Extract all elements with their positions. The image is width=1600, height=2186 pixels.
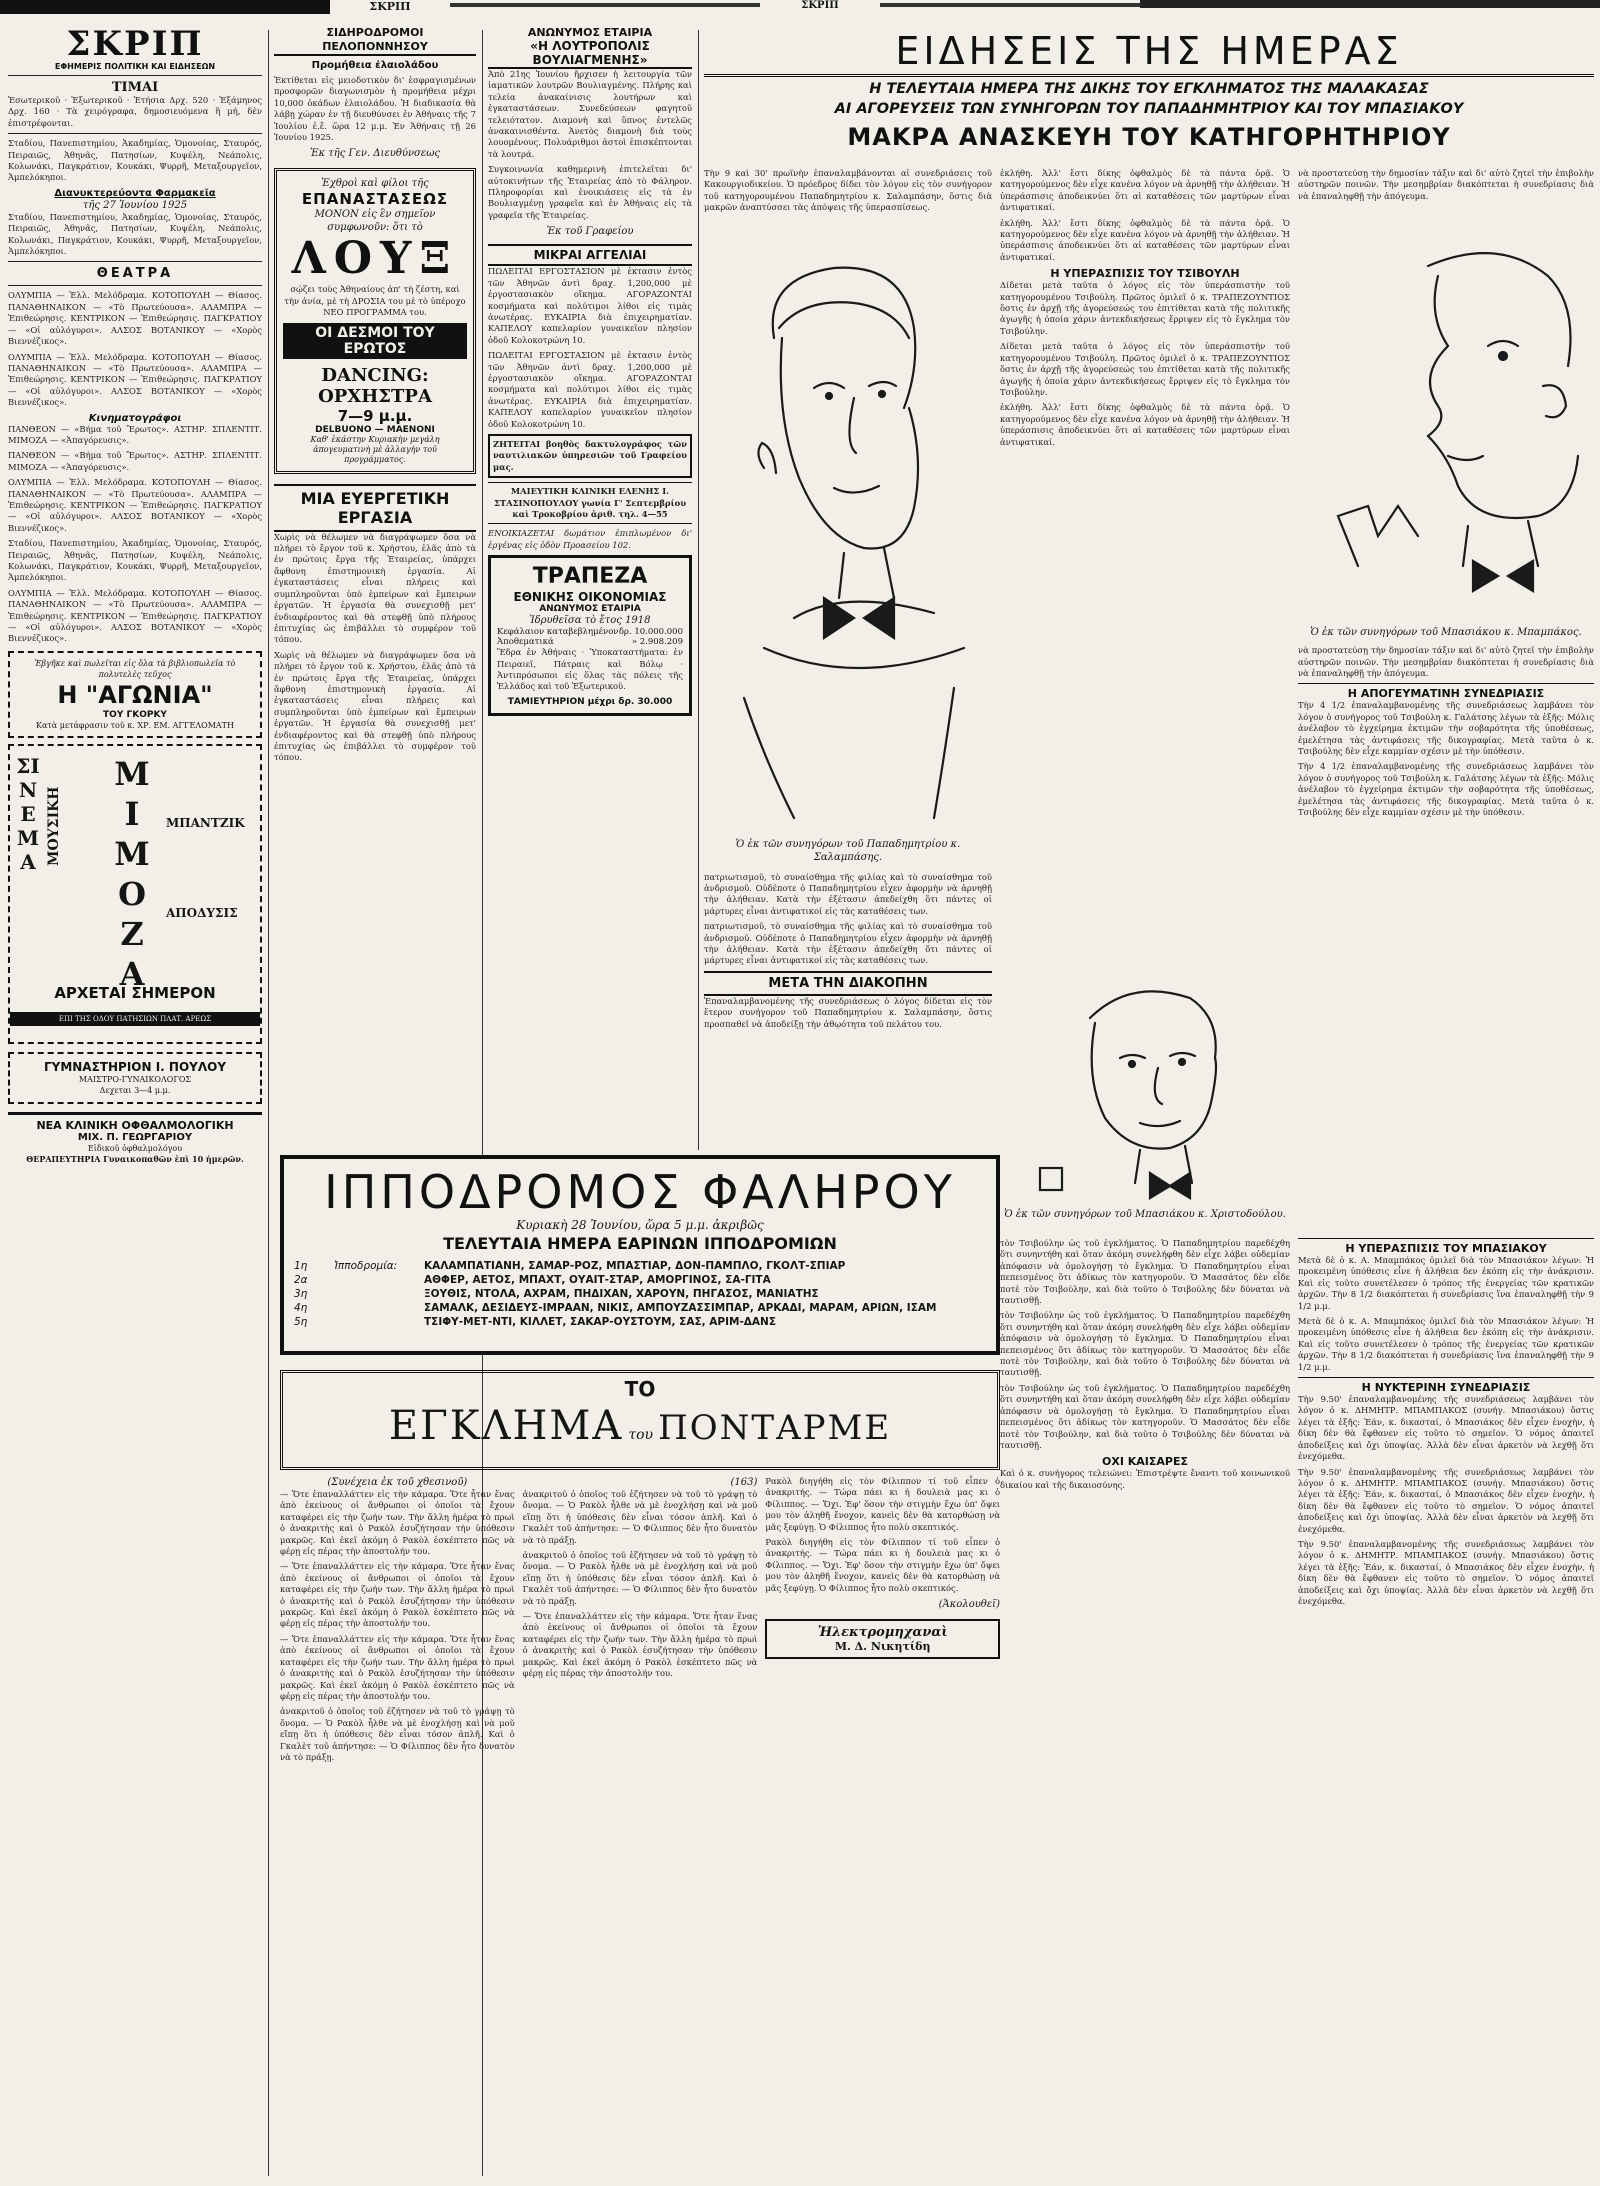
wanted-text: ΖΗΤΕΙΤΑΙ βοηθὸς δακτυλογράφος τῶν ναυτιλιακῶν ὑπηρεσιῶν τοῦ Γραφείου μας. — [493, 438, 687, 472]
news-headline-2: ΑΙ ΑΓΟΡΕΥΣΕΙΣ ΤΩΝ ΣΥΝΗΓΟΡΩΝ ΤΟΥ ΠΑΠΑΔΗΜΗΤΡΙΟΥ ΚΑΙ ΤΟΥ ΜΠΑΣΙΑΚΟΥ — [834, 101, 1464, 117]
serial-col-1 — [280, 1476, 515, 1767]
race-list — [294, 1259, 986, 1329]
news-col-c-text: νὰ προστατεύσῃ τὴν δημοσίαν τάξιν καὶ δι' αὐτὸ ζητεῖ τὴν ἐπιβολὴν αὐστηρῶν ποινῶν. Τὴν μεσημβρίαν διακόπτεται ἡ συνεδρίασις διὰ νὰ ἐπαναληφθῇ τὴν ἀπόγευμα. — [1298, 168, 1594, 201]
race-horses: ΣΑΜΑΛΚ, ΔΕΣΙΔΕΥΣ-ΙΜΡΑΑΝ, ΝΙΚΙΣ, ΑΜΠΟΥΖΑΣΣΙΜΠΑΡ, ΑΡΚΑΔΙ, ΜΑΡΑΜ, ΑΡΙΩΝ, ΙΣΑΜ — [424, 1302, 937, 1314]
serial-columns — [280, 1476, 1000, 1767]
serial-title-row — [283, 1403, 997, 1449]
serial-text-1b: — Ὅτε ἐπαναλλάττεν εἰς τὴν κάμαρα. Ὅτε ἦταν ἕνας ἀπὸ ἐκείνους οἱ ἄνθρωποι οἱ ὁποῖοι τὰ ἔχουν καταφέρει εἰς τὴν ζωήν των. Τὴν ἄλλη ἡμέρα τὸ πρωὶ ὁ ἀνακριτὴς καὶ ὁ Ρακὸλ ἐσυζήτησαν τὴν ὑπόθεσιν μακρῶς. Καὶ ἐκεῖ ἀκόμη ὁ Ρακὸλ ἐσκέπτετο πῶς νὰ φέρῃ εἰς πέρας τὴν ἀποστολήν του. — [280, 1561, 515, 1629]
clinic-notice-text: ΜΑΙΕΥΤΙΚΗ ΚΛΙΝΙΚΗ ΕΛΕΝΗΣ Ι. ΣΤΑΣΙΝΟΠΟΥΛΟΥ γωνία Γ' Σεπτεμβρίου καὶ Τροκοβρίου ἀριθ. τηλ. 4—55 — [493, 486, 687, 519]
race-horses: ΚΑΛΑΜΠΑΤΙΑΝΗ, ΣΑΜΑΡ-ΡΟΖ, ΜΠΑΣΤΙΑΡ, ΔΟΝ-ΠΑΜΠΛΟ, ΓΚΟΛΤ-ΣΠΙΑΡ — [424, 1260, 846, 1272]
clinic-name: ΜΙΧ. Π. ΓΕΩΡΓΑΡΙΟΥ — [77, 1131, 193, 1143]
intro-text: Σταδίου, Πανεπιστημίου, Ἀκαδημίας, Ὁμονοίας, Σταυρός, Πειραιῶς, Ἀθηνᾶς, Πατησίων, Κυψέλη, Νεάπολις, Κολωνάκι, Παγκράτιον, Κουκάκι, Ψυρρῆ, Μεταξουργεῖον, Ἀμπελόκηποι. — [8, 138, 262, 183]
news-col-b2-text: τὸν Τσιβούλην ὡς τοῦ ἐγκλήματος. Ὁ Παπαδημητρίου παρεδέχθη ὅτι συνηντήθη καὶ ὅταν ἀκόμη συνελήφθη δὲν εἶχε λάβει οὐδεμίαν ἀπόφασιν νὰ ὁμολογήσῃ τὸ ἔγκλημα. Ὁ Παπαδημητρίου εἶναι πεπεισμένος ὅτι ἀδίκως τὸν κατηγοροῦν. Ὁ Μασσάτος δὲν εἶδε ποτὲ τὸν Τσιβούλην, καὶ διὰ τοῦτο ὁ Τσιβούλης δὲν δύναται νὰ ταυτισθῇ. — [1000, 1238, 1290, 1306]
brand-subtitle: ΕΦΗΜΕΡΙΣ ΠΟΛΙΤΙΚΗ ΚΑΙ ΕΙΔΗΣΕΩΝ — [54, 62, 216, 71]
pharmacies-date: τῆς 27 Ἰουνίου 1925 — [82, 199, 188, 211]
agonia-author: ΤΟΥ ΓΚΟΡΚΥ — [103, 709, 167, 720]
race-row — [294, 1301, 986, 1315]
mimoza-left-word: ΣΙΝΕΜΑ — [16, 753, 40, 874]
railway-text: Ἐκτίθεται εἰς μειοδοτικὸν δι' ἐσφραγισμένων προσφορῶν διαγωνισμὸν ἡ προμήθεια μέχρι 10,000 ὀκάδων ἐλαιολάδου. Ἡ διαδικασία θὰ λάβῃ χώραν ἐν τῇ διευθύνσει ἐν Ἀθήναις τῆς 7 Ἰουλίου ἐ.ἔ. ὥρα 12 μ.μ. Ἐν Ἀθήναις τῇ 26 Ἰουνίου 1925. — [274, 75, 476, 143]
cinemas-text: ΠΑΝΘΕΟΝ — «Βήμα τοῦ Ἔρωτος». ΑΣΤΗΡ. ΣΠΛΕΝΤΙΤ. ΜΙΜΟΖΑ — «Ἀπαγόρευσις». — [8, 423, 262, 445]
divider — [8, 285, 262, 286]
brand-title: ΣΚΡΙΠ — [66, 26, 204, 64]
serial-story — [280, 1370, 1000, 2176]
feature-text-more: Χωρὶς νὰ θέλωμεν νὰ διαγράψωμεν ὅσα νὰ πλήρει τὸ ἔργον τοῦ κ. Χρήστου, ἐλᾶς ἀπὸ τὰ ἐν πρώτοις ἔργα τῆς Ἑταιρείας, ὑπάρχει ἄφθονη ἐπιστημονικὴ ἐργασία. Αἱ ἐγκαταστάσεις εἶναι πλήρεις καὶ συμπληροῦνται ὑπὸ ἐμπείρων καὶ ἔμπειρων ἐργατῶν. Ἡ ἐργασία θὰ συνεχισθῇ μετ' ἐνδιαφέροντος καὶ θὰ στεφθῇ ὑπὸ πλήρους ἐπιτυχίας ὡς ἐπιβάλλει τὸ συμφέρον τοῦ τόπου. — [274, 649, 476, 763]
rent-text: ΕΝΟΙΚΙΑΖΕΤΑΙ δωμάτιον ἐπιπλωμένον δι' ἐργένας εἰς ὁδὸν Προασείου 102. — [488, 528, 692, 550]
gymnasium-title: ΓΥΜΝΑΣΤΗΡΙΟΝ Ι. ΠΟΥΛΟΥ — [43, 1059, 227, 1074]
bank-subtitle: ΕΘΝΙΚΗΣ ΟΙΚΟΝΟΜΙΑΣ — [513, 590, 667, 605]
lux-ad-text: σῴζει τοὺς Ἀθηναίους ἀπ' τὴ ζέστη, καὶ τὴν ἀνία, μὲ τὴ ΔΡΟΣΙΑ του μὲ τὸ ὑπέροχο ΝΕΟ ΠΡΟΓΡΑΜΜΑ του. — [284, 284, 466, 318]
gymnasium-line1: ΜΑΙΣΤΡΟ-ΓΥΝΑΙΚΟΛΟΓΟΣ — [78, 1074, 192, 1084]
lux-ad-middle: ΜΟΝΟΝ εἰς ἓν σημεῖον συμφωνοῦν: ὅτι τὸ — [314, 209, 436, 234]
race-row — [294, 1273, 986, 1287]
serial-continued-label: (Ἀκολουθεῖ) — [938, 1599, 1000, 1611]
news-col-a — [704, 168, 992, 1168]
news-col-b2-text-extra: τὸν Τσιβούλην ὡς τοῦ ἐγκλήματος. Ὁ Παπαδημητρίου παρεδέχθη ὅτι συνηντήθη καὶ ὅταν ἀκόμη συνελήφθη δὲν εἶχε λάβει οὐδεμίαν ἀπόφασιν νὰ ὁμολογήσῃ τὸ ἔγκλημα. Ὁ Παπαδημητρίου εἶναι πεπεισμένος ὅτι ἀδίκως τὸν κατηγοροῦν. Ὁ Μασσάτος δὲν εἶδε ποτὲ τὸν Τσιβούλην, καὶ διὰ τοῦτο ὁ Τσιβούλης δὲν δύναται νὰ ταυτισθῇ. — [1000, 1382, 1290, 1450]
race-label — [334, 1273, 424, 1287]
oxi-kaisares-heading: ΟΧΙ ΚΑΙΣΑΡΕΣ — [1101, 1455, 1188, 1469]
afternoon-text-more: Τὴν 4 1/2 ἐπαναλαμβανομένης τῆς συνεδριάσεως λαμβάνει τὸν λόγον ὁ συνήγορος τοῦ Τσιβούλη κ. Γαλάτσης λέγων τὰ ἑξῆς: Μόλις ἀνέλαβον τὸ ἐγχείρημα ἐκτιμῶν τὴν σοβαρότητα τῆς ὑποθέσεως, ἐμελέτησα τὰς ἀντιφάσεις τῆς δικογραφίας. Μετὰ ταῦτα ὁ κ. Τσιβούλης δὲν εἶχε καμμίαν σχέσιν μὲ τὴν ὑπόθεσιν. — [1298, 761, 1594, 818]
serial-text-1: — Ὅτε ἐπαναλλάττεν εἰς τὴν κάμαρα. Ὅτε ἦταν ἕνας ἀπὸ ἐκείνους οἱ ἄνθρωποι οἱ ὁποῖοι τὰ ἔχουν καταφέρει εἰς τὴν ζωήν των. Τὴν ἄλλη ἡμέρα τὸ πρωὶ ὁ ἀνακριτὴς καὶ ὁ Ρακὸλ ἐσυζήτησαν τὴν ὑπόθεσιν μακρῶς. Καὶ ἐκεῖ ἀκόμη ὁ Ρακὸλ ἐσκέπτετο πῶς νὰ φέρῃ εἰς πέρας τὴν ἀποστολήν του. — [280, 1489, 515, 1557]
top-strip-bar-left — [0, 0, 330, 14]
hippodrome-title: ΙΠΠΟΔΡΟΜΟΣ ΦΑΛΗΡΟΥ — [324, 1165, 956, 1219]
bank-capital-label: Κεφάλαιον καταβεβλημένον — [497, 627, 619, 638]
serial-text-2: ἀνακριτοῦ ὁ ὁποῖος τοῦ ἐζήτησεν νὰ τοῦ τὸ γράψῃ τὸ ὄνομα. — Ὁ Ρακὸλ ἦλθε νὰ μὲ ἐνοχλήσῃ καὶ νὰ μοῦ εἴπῃ ὅτι ἡ ὑπόθεσις δὲν εἶναι τόσον ἁπλῆ. Καὶ ὁ Γκαλὲτ τοῦ ἀπήντησε: — Ὁ Φίλιππος δὲν ἦτο δυνατὸν νὰ τὸ πράξῃ. — [522, 1489, 758, 1545]
top-strip-label-center: ΣΚΡΙΠ — [760, 0, 880, 12]
hippodrome-ad — [280, 1155, 1000, 1355]
spa-heading1: ΑΝΩΝΥΜΟΣ ΕΤΑΙΡΙΑ — [527, 26, 653, 39]
serial-tou: του — [628, 1427, 654, 1443]
portrait-sketch-icon — [1298, 206, 1594, 626]
portrait-sketch-icon — [1000, 958, 1290, 1208]
classifieds-text-more: ΠΩΛΕΙΤΑΙ ΕΡΓΟΣΤΑΣΙΟΝ μὲ ἐκτασιν ἐντὸς τῶν Ἀθηνῶν ἀντὶ δραχ. 1,200,000 μὲ ἐργοστασιακὸν οἴκημα. ΑΓΟΡΑΖΟΝΤΑΙ κοσμήματα καὶ πολύτιμοι λίθοι εἰς τιμὰς ἀνωτέρας. ΕΥΚΑΙΡΙΑ διὰ ἐπιχειρηματίαν. ΚΑΠΕΛΟΥ καπελαρίον γυναικεῖον πλησίον ὁδοῦ Κολοκοτρώνη 10. — [488, 350, 692, 429]
bank-title: ΤΡΑΠΕΖΑ — [532, 564, 648, 590]
news-headline-1: Η ΤΕΛΕΥΤΑΙΑ ΗΜΕΡΑ ΤΗΣ ΔΙΚΗΣ ΤΟΥ ΕΓΚΛΗΜΑΤΟΣ ΤΗΣ ΜΑΛΑΚΑΣΑΣ — [869, 81, 1429, 97]
serial-text-1c: — Ὅτε ἐπαναλλάττεν εἰς τὴν κάμαρα. Ὅτε ἦταν ἕνας ἀπὸ ἐκείνους οἱ ἄνθρωποι οἱ ὁποῖοι τὰ ἔχουν καταφέρει εἰς τὴν ζωήν των. Τὴν ἄλλη ἡμέρα τὸ πρωὶ ὁ ἀνακριτὴς καὶ ὁ Ρακὸλ ἐσυζήτησαν τὴν ὑπόθεσιν μακρῶς. Καὶ ἐκεῖ ἀκόμη ὁ Ρακὸλ ἐσκέπτετο πῶς νὰ φέρῃ εἰς πέρας τὴν ἀποστολήν του. — [280, 1633, 515, 1701]
spa-signature: Ἐκ τοῦ Γραφείου — [546, 226, 634, 238]
race-number: 5η — [294, 1316, 308, 1328]
feature-heading: ΜΙΑ ΕΥΕΡΓΕΤΙΚΗ ΕΡΓΑΣΙΑ — [274, 484, 476, 532]
spa-heading2: «Η ΛΟΥΤΡΟΠΟΛΙΣ ΒΟΥΛΙΑΓΜΕΝΗΣ» — [488, 39, 692, 69]
serial-text-3b: Ρακὸλ διηγήθη εἰς τὸν Φίλιππον τί τοῦ εἶπεν ὁ ἀνακριτής. — Τώρα πάει κι ἡ δουλειὰ μας κι ὁ Φίλιππος. — Ὄχι. Ἐφ' ὅσον τὴν στιγμὴν ἔχω ὑπ' ὄψει μου τὸν ἀληθῆ ἔνοχον, κανεὶς δὲν θὰ κατορθώσῃ νὰ μᾶς ξεφύγῃ. Ὁ Φίλιππος ἦτο πολὺ σκεπτικός. — [765, 1537, 1000, 1593]
night-text: Τὴν 9.50' ἐπαναλαμβανομένης τῆς συνεδριάσεως λαμβάνει τὸν λόγον ὁ κ. ΔΗΜΗΤΡ. ΜΠΑΜΠΑΚΟΣ (συνήγ. Μπασιάκου) ὅστις λέγει τὰ ἑξῆς: Ἐάν, κ. δικασταί, ὁ Μπασιάκος δὲν εἶχεν ἐνοχὴν, ἡ δίκη δὲν θὰ ἔφθανεν εἰς τοῦτο τὸ σημεῖον. Ὁ νόμος ἀπαιτεῖ ἀποδείξεις καὶ ὄχι ὑποψίας. Ἀλλὰ δὲν εἶναι ἀρκετὸν νὰ λεχθῇ ὅτι ἐνεχόμεθα. — [1298, 1394, 1594, 1462]
clinic-line1: Εἰδικοῦ ὀφθαλμολόγου — [87, 1143, 183, 1153]
mimoza-footer: ΕΠΙ ΤΗΣ ΟΔΟΥ ΠΑΤΗΣΙΩΝ ΠΛΑΤ. ΑΡΕΩΣ — [10, 1012, 260, 1026]
diakopi-heading: ΜΕΤΑ ΤΗΝ ΔΙΑΚΟΠΗΝ — [704, 971, 992, 996]
race-label: Ἱπποδρομία: — [334, 1260, 398, 1272]
divider — [8, 133, 262, 134]
race-horses: ΤΣΙΦΥ-ΜΕΤ-ΝΤΙ, ΚΙΛΛΕΤ, ΣΑΚΑΡ-ΟΥΣΤΟΥΜ, ΣΑΣ, ΑΡΙΜ-ΔΑΝΣ — [424, 1316, 777, 1328]
afternoon-text: Τὴν 4 1/2 ἐπαναλαμβανομένης τῆς συνεδριάσεως λαμβάνει τὸν λόγον ὁ συνήγορος τοῦ Τσιβούλη κ. Γαλάτσης λέγων τὰ ἑξῆς: Μόλις ἀνέλαβον τὸ ἐγχείρημα ἐκτιμῶν τὴν σοβαρότητα τῆς ὑποθέσεως, ἐμελέτησα τὰς ἀντιφάσεις τῆς δικογραφίας. Μετὰ ταῦτα ὁ κ. Τσιβούλης δὲν εἶχε καμμίαν σχέσιν μὲ τὴν ὑπόθεσιν. — [1298, 700, 1594, 757]
basiakos-text-more: Μετὰ δὲ ὁ κ. Α. Μπαμπάκος ὁμιλεῖ διὰ τὸν Μπασιάκον λέγων: Ἡ προκειμένη ὑπόθεσις εἶνε ἡ ἀλήθεια δεν ἐκόπη εἰς τὴν ἀνάκρισιν. Καὶ εἰς τοῦτο συνετέλεσεν ὁ τρόπος τῆς ἐνεργείας τῶν κρατικῶν ἀρχῶν. Τὴν 8 1/2 διακόπτεται ἡ συνεδρίασις ἵνα ἐπαναληφθῇ τὴν 9 1/2 μ.μ. — [1298, 1316, 1594, 1372]
lux-ad — [274, 168, 476, 473]
top-strip — [0, 0, 1600, 22]
bank-founded: Ἱδρυθεῖσα τὸ ἔτος 1918 — [529, 615, 651, 627]
bank-ad — [488, 555, 692, 716]
top-strip-label-left: ΣΚΡΙΠ — [369, 0, 411, 13]
mimoza-right1: ΜΠΑΝΤΖΙΚ — [166, 815, 245, 830]
race-number: 2α — [294, 1274, 308, 1286]
lux-ad-film: ΟΙ ΔΕΣΜΟΙ ΤΟΥ ΕΡΩΤΟΣ — [283, 323, 467, 359]
bank-reserve-label: Ἀποθεματικά — [497, 637, 554, 648]
classifieds-heading: ΜΙΚΡΑΙ ΑΓΓΕΛΙΑΙ — [488, 244, 692, 266]
spa-text: Ἀπὸ 21ης Ἰουνίου ἤρχισεν ἡ λειτουργία τῶν ἰαματικῶν λουτρῶν Βουλιαγμένης. Πλήρης καὶ τελεία ἀνακαίνισις λουτήρων καὶ ἐγκαταστάσεων. Συνεδεύσεων φαγητοῦ τελειότατον. Διαμονὴ καὶ ὕπνος ἐντελῶς ἀνακαινισθέντα. Ἀνετὸς διαμονὴ διὰ τοὺς λουομένους. Πολυάριθμοι ἀστοὶ ἐπισκέπτονται τὰ λουτρά. — [488, 69, 692, 159]
portrait-salampasis — [704, 218, 992, 838]
filler-text: ΟΛΥΜΠΙΑ — Ἑλλ. Μελόδραμα. ΚΟΤΟΠΟΥΛΗ — Θίασος. ΠΑΝΑΘΗΝΑΙΚΟΝ — «Τὸ Πρωτεύουσα». ΑΛΑΜΠΡΑ — Ἐπιθεώρησις. ΚΕΝΤΡΙΚΟΝ — Ἐπιθεώρησις. ΠΑΓΚΡΑΤΙΟΥ — «Οἱ αὐλόγυροι». ΑΛΣΟΣ ΒΟΤΑΝΙΚΟΥ — «Χορὸς Βιεννέζικος». — [8, 477, 262, 533]
serial-to: ΤΟ — [624, 1377, 656, 1401]
serial-col-2 — [523, 1476, 758, 1767]
serial-text-3: Ρακὸλ διηγήθη εἰς τὸν Φίλιππον τί τοῦ εἶπεν ὁ ἀνακριτής. — Τώρα πάει κι ἡ δουλειὰ μας κι ὁ Φίλιππος. — Ὄχι. Ἐφ' ὅσον τὴν στιγμὴν ἔχω ὑπ' ὄψει μου τὸν ἀληθῆ ἔνοχον, κανεὶς δὲν θὰ κατορθώσῃ νὰ μᾶς ξεφύγῃ. Ὁ Φίλιππος ἦτο πολὺ σκεπτικός. — [765, 1476, 1000, 1532]
hippodrome-subtitle: ΤΕΛΕΥΤΑΙΑ ΗΜΕΡΑ ΕΑΡΙΝΩΝ ΙΠΠΟΔΡΟΜΙΩΝ — [443, 1234, 837, 1253]
feature-text: Χωρὶς νὰ θέλωμεν νὰ διαγράψωμεν ὅσα νὰ πλήρει τὸ ἔργον τοῦ κ. Χρήστου, ἐλᾶς ἀπὸ τὰ ἐν πρώτοις ἔργα τῆς Ἑταιρείας, ὑπάρχει ἄφθονη ἐπιστημονικὴ ἐργασία. Αἱ ἐγκαταστάσεις εἶναι πλήρεις καὶ συμπληροῦνται ὑπὸ ἐμπείρων καὶ ἔμπειρων ἐργατῶν. Ἡ ἐργασία θὰ συνεχισθῇ μετ' ἐνδιαφέροντος καὶ θὰ στεφθῇ ὑπὸ πλήρους ἐπιτυχίας ὡς ἐπιβάλλει τὸ συμφέρον τοῦ τόπου. — [274, 531, 476, 645]
pharmacies-text: Σταδίου, Πανεπιστημίου, Ἀκαδημίας, Ὁμονοίας, Σταυρός, Πειραιῶς, Ἀθηνᾶς, Πατησίων, Κυψέλη, Νεάπολις, Κολωνάκι, Παγκράτιον, Κουκάκι, Ψυρρῆ, Μεταξουργεῖον, Ἀμπελόκηποι. — [8, 211, 262, 257]
news-col-a2-text-more: πατριωτισμοῦ, τὸ συναίσθημα τῆς φιλίας καὶ τὸ συναίσθημα τοῦ ἀνδρισμοῦ. Οὐδέποτε ὁ Παπαδημητρίου εἶχεν ἀφορμὴν νὰ ἀρνηθῇ τὴν ἀλήθειαν. Κατὰ τὴν ἐξέτασιν ἀπεδείχθη ὅτι πάντες οἱ μάρτυρες εἶναι ἀντιφατικοί εἰς τὰς καταθέσεις των. — [704, 921, 992, 966]
serial-text-2c: — Ὅτε ἐπαναλλάττεν εἰς τὴν κάμαρα. Ὅτε ἦταν ἕνας ἀπὸ ἐκείνους οἱ ἄνθρωποι οἱ ὁποῖοι τὰ ἔχουν καταφέρει εἰς τὴν ζωήν των. Τὴν ἄλλη ἡμέρα τὸ πρωὶ ὁ ἀνακριτὴς καὶ ὁ Ρακὸλ ἐσυζήτησαν τὴν ὑπόθεσιν μακρῶς. Καὶ ἐκεῖ ἀκόμη ὁ Ρακὸλ ἐσκέπτετο πῶς νὰ φέρῃ εἰς πέρας τὴν ἀποστολήν του. — [522, 1611, 758, 1679]
prices-text: Ἐσωτερικοῦ · Ἐξωτερικοῦ · Ἑτήσια Δρχ. 520 · Ἑξάμηνος Δρχ. 160 · Τὰ χειρόγραφα, δημοσιευόμενα ἢ μή, δὲν ἐπιστρέφονται. — [8, 95, 262, 128]
column-3 — [488, 26, 692, 1146]
bank-capital-row — [497, 627, 683, 637]
race-horses: ΞΟΥΘΙΣ, ΝΤΟΛΑ, ΑΧΡΑΜ, ΠΗΔΙΧΑΝ, ΧΑΡΟΥΝ, ΠΗΓΑΣΟΣ, ΜΑΝΙΑΤΗΣ — [424, 1288, 819, 1300]
race-number: 3η — [294, 1288, 308, 1300]
lux-ad-dancing: DANCING: ΟΡΧΗΣΤΡΑ — [318, 364, 432, 407]
basiakos-text: Μετὰ δὲ ὁ κ. Α. Μπαμπάκος ὁμιλεῖ διὰ τὸν Μπασιάκον λέγων: Ἡ προκειμένη ὑπόθεσις εἶνε ἡ ἀλήθεια δεν ἐκόπη εἰς τὴν ἀνάκρισιν. Καὶ εἰς τοῦτο συνετέλεσεν ὁ τρόπος τῆς ἐνεργείας τῶν κρατικῶν ἀρχῶν. Τὴν 8 1/2 διακόπτεται ἡ συνεδρίασις ἵνα ἐπαναληφθῇ τὴν 9 1/2 μ.μ. — [1298, 1255, 1594, 1311]
hippodrome-date: Κυριακὴ 28 Ἰουνίου, ὥρα 5 μ.μ. ἀκριβῶς — [516, 1218, 764, 1232]
wanted-ad — [488, 434, 692, 478]
race-label — [334, 1315, 424, 1329]
railway-heading: ΣΙΔΗΡΟΔΡΟΜΟΙ ΠΕΛΟΠΟΝΝΗΣΟΥ — [274, 26, 476, 56]
cinemas-heading: Κινηματογράφοι — [88, 412, 182, 424]
prices-heading: ΤΙΜΑΙ — [111, 80, 159, 95]
bank-type: ΑΝΩΝΥΜΟΣ ΕΤΑΙΡΙΑ — [539, 604, 641, 615]
tsivoulis-heading: Η ΥΠΕΡΑΣΠΙΣΙΣ ΤΟΥ ΤΣΙΒΟΥΛΗ — [1050, 267, 1240, 281]
race-label — [334, 1301, 424, 1315]
bank-text: Ἕδρα ἐν Ἀθήναις · Ὑποκαταστήματα: ἐν Πειραιεῖ, Πάτραις καὶ Βόλῳ · Ἀντιπρόσωποι εἰς ὅλας τὰς πόλεις τῆς Ἑλλάδος καὶ τοῦ Ἐξωτερικοῦ. — [497, 647, 683, 692]
railway-subheading: Προμήθεια ἐλαιολάδου — [311, 60, 439, 71]
race-row — [294, 1259, 986, 1273]
lux-ad-top: Ἐχθροὶ καὶ φίλοι τῆς — [321, 178, 429, 190]
portrait-christodoulou — [1000, 958, 1290, 1228]
pharmacies-heading: Διανυκτερεύοντα Φαρμακεῖα — [54, 187, 216, 199]
night-text-extra: Τὴν 9.50' ἐπαναλαμβανομένης τῆς συνεδριάσεως λαμβάνει τὸν λόγον ὁ κ. ΔΗΜΗΤΡ. ΜΠΑΜΠΑΚΟΣ (συνήγ. Μπασιάκου) ὅστις λέγει τὰ ἑξῆς: Ἐάν, κ. δικασταί, ὁ Μπασιάκος δὲν εἶχεν ἐνοχὴν, ἡ δίκη δὲν θὰ ἔφθανεν εἰς τοῦτο τὸ σημεῖον. Ὁ νόμος ἀπαιτεῖ ἀποδείξεις καὶ ὄχι ὑποψίας. Ἀλλὰ δὲν εἶναι ἀρκετὸν νὰ λεχθῇ ὅτι ἐνεχόμεθα. — [1298, 1538, 1594, 1606]
electric-machines-name: Μ. Δ. Νικητίδη — [834, 1640, 931, 1654]
mimoza-center-word: ΜΙΜΟΖΑ — [114, 754, 150, 993]
column-rule — [698, 30, 699, 1150]
gymnasium-ad — [8, 1052, 262, 1104]
race-row — [294, 1315, 986, 1329]
portrait-caption-1: Ὁ ἐκ τῶν συνηγόρων τοῦ Παπαδημητρίου κ. Σαλαμπάσης. — [735, 838, 961, 863]
mimoza-starts: ΑΡΧΕΤΑΙ ΣΗΜΕΡΟΝ — [54, 983, 216, 1002]
night-heading: Η ΝΥΚΤΕΡΙΝΗ ΣΥΝΕΔΡΙΑΣΙΣ — [1298, 1377, 1594, 1394]
race-row — [294, 1287, 986, 1301]
news-banner: ΕΙΔΗΣΕΙΣ ΤΗΣ ΗΜΕΡΑΣ — [704, 28, 1594, 77]
afternoon-heading: Η ΑΠΟΓΕΥΜΑΤΙΝΗ ΣΥΝΕΔΡΙΑΣΙΣ — [1298, 683, 1594, 700]
basiakos-heading: Η ΥΠΕΡΑΣΠΙΣΙΣ ΤΟΥ ΜΠΑΣΙΑΚΟΥ — [1298, 1238, 1594, 1255]
bank-reserve-value: » 2.908.209 — [631, 637, 683, 648]
classifieds-text: ΠΩΛΕΙΤΑΙ ΕΡΓΟΣΤΑΣΙΟΝ μὲ ἐκτασιν ἐντὸς τῶν Ἀθηνῶν ἀντὶ δραχ. 1,200,000 μὲ ἐργοστασιακὸν οἴκημα. ΑΓΟΡΑΖΟΝΤΑΙ κοσμήματα καὶ πολύτιμοι λίθοι εἰς τιμὰς ἀνωτέρας. ΕΥΚΑΙΡΙΑ διὰ ἐπιχειρηματίαν. ΚΑΠΕΛΟΥ καπελαρίον γυναικεῖον πλησίον ὁδοῦ Κολοκοτρώνη 10. — [488, 266, 692, 345]
news-col-b-text-more: ἐκλήθη. Ἀλλ' ἔστι δίκης ὀφθαλμὸς δὲ τὰ πάντα ὁρᾷ. Ὁ κατηγορούμενος δὲν εἶχε κανένα λόγον νὰ ἀρνηθῇ τὴν ἀλήθειαν. Ἡ ὑπεράσπισις ἀποδεικνύει ὅτι αἱ καταθέσεις τῶν μαρτύρων εἶναι ἀντιφατικαί. — [1000, 217, 1290, 262]
oxi-kaisares-text: Καὶ ὁ κ. συνήγορος τελειώνει: Ἐπιστρέψτε ἔναντι τοῦ κοινωνικοῦ δικαίου καὶ τῆς δικαιοσύνης. — [1000, 1468, 1290, 1490]
theatres-text: ΟΛΥΜΠΙΑ — Ἑλλ. Μελόδραμα. ΚΟΤΟΠΟΥΛΗ — Θίασος. ΠΑΝΑΘΗΝΑΙΚΟΝ — «Τὸ Πρωτεύουσα». ΑΛΑΜΠΡΑ — Ἐπιθεώρησις. ΚΕΝΤΡΙΚΟΝ — Ἐπιθεώρησις. ΠΑΓΚΡΑΤΙΟΥ — «Οἱ αὐλόγυροι». ΑΛΣΟΣ ΒΟΤΑΝΙΚΟΥ — «Χορὸς Βιεννέζικος». — [8, 290, 262, 347]
lux-ad-revolution: ΕΠΑΝΑΣΤΑΣΕΩΣ — [301, 190, 449, 209]
filler-text: ΟΛΥΜΠΙΑ — Ἑλλ. Μελόδραμα. ΚΟΤΟΠΟΥΛΗ — Θίασος. ΠΑΝΑΘΗΝΑΙΚΟΝ — «Τὸ Πρωτεύουσα». ΑΛΑΜΠΡΑ — Ἐπιθεώρησις. ΚΕΝΤΡΙΚΟΝ — Ἐπιθεώρησις. ΠΑΓΚΡΑΤΙΟΥ — «Οἱ αὐλόγυροι». ΑΛΣΟΣ ΒΟΤΑΝΙΚΟΥ — «Χορὸς Βιεννέζικος». — [8, 587, 262, 644]
serial-text-2b: ἀνακριτοῦ ὁ ὁποῖος τοῦ ἐζήτησεν νὰ τοῦ τὸ γράψῃ τὸ ὄνομα. — Ὁ Ρακὸλ ἦλθε νὰ μὲ ἐνοχλήσῃ καὶ νὰ μοῦ εἴπῃ ὅτι ἡ ὑπόθεσις δὲν εἶναι τόσον ἁπλῆ. Καὶ ὁ Γκαλὲτ τοῦ ἀπήντησε: — Ὁ Φίλιππος δὲν ἦτο δυνατὸν νὰ τὸ πράξῃ. — [522, 1550, 758, 1606]
electric-machines-ad — [765, 1619, 1000, 1659]
portrait-sketch-icon — [704, 218, 992, 838]
serial-part: (163) — [730, 1477, 758, 1488]
cinemas-text-more: ΠΑΝΘΕΟΝ — «Βήμα τοῦ Ἔρωτος». ΑΣΤΗΡ. ΣΠΛΕΝΤΙΤ. ΜΙΜΟΖΑ — «Ἀπαγόρευσις». — [8, 450, 262, 472]
news-col-a2-text: πατριωτισμοῦ, τὸ συναίσθημα τῆς φιλίας καὶ τὸ συναίσθημα τοῦ ἀνδρισμοῦ. Οὐδέποτε ὁ Παπαδημητρίου εἶχεν ἀφορμὴν νὰ ἀρνηθῇ τὴν ἀλήθειαν. Κατὰ τὴν ἐξέτασιν ἀπεδείχθη ὅτι πάντες οἱ μάρτυρες εἶναι ἀντιφατικοί εἰς τὰς καταθέσεις των. — [704, 871, 992, 916]
agonia-ad — [8, 651, 262, 738]
electric-machines-title: Ἠλεκτρομηχαναὶ — [817, 1625, 948, 1641]
race-horses: ΑΘΦΕΡ, ΑΕΤΟΣ, ΜΠΑΧΤ, ΟΥΑΙΤ-ΣΤΑΡ, ΑΜΟΡΓΙΝΟΣ, ΣΑ-ΓΙΤΑ — [424, 1274, 771, 1286]
tsivoulis-text: Δίδεται μετὰ ταῦτα ὁ λόγος εἰς τὸν ὑπεράσπιστὴν τοῦ κατηγορουμένου Τσιβούλη. Πρῶτος ὁμιλεῖ ὁ κ. ΤΡΑΠΕΖΟΥΝΤΙΟΣ ὅστις ἐν ἀρχῇ τῆς ἀγορεύσεώς του ἐπιτίθεται κατὰ τῆς πολιτικῆς ἀγωγῆς ἡ ὁποία χάριν ἀντεκδικήσεως ἔρριψεν εἰς τὸ ἔγκλημα τὸν Τσιβούλην. — [1000, 280, 1290, 336]
serial-col-3 — [765, 1476, 1000, 1767]
railway-signature: Ἐκ τῆς Γεν. Διευθύνσεως — [309, 148, 441, 160]
left-column — [8, 26, 262, 2176]
news-lower-b — [1000, 1238, 1290, 2176]
news-col-b2-text-more: τὸν Τσιβούλην ὡς τοῦ ἐγκλήματος. Ὁ Παπαδημητρίου παρεδέχθη ὅτι συνηντήθη καὶ ὅταν ἀκόμη συνελήφθη δὲν εἶχε λάβει οὐδεμίαν ἀπόφασιν νὰ ὁμολογήσῃ τὸ ἔγκλημα. Ὁ Παπαδημητρίου εἶναι πεπεισμένος ὅτι ἀδίκως τὸν κατηγοροῦν. Ὁ Μασσάτος δὲν εἶδε ποτὲ τὸν Τσιβούλην, καὶ διὰ τοῦτο ὁ Τσιβούλης δὲν δύναται νὰ ταυτισθῇ. — [1000, 1310, 1290, 1378]
bank-capital-value: δρ. 10.000.000 — [618, 627, 683, 638]
column-rule — [268, 30, 269, 2176]
portrait-caption-3: Ὁ ἐκ τῶν συνηγόρων τοῦ Μπασιάκου κ. Χριστοδούλου. — [1004, 1209, 1286, 1220]
lux-ad-band: DELBUONO — MAENONI — [315, 424, 435, 435]
race-label — [334, 1287, 424, 1301]
agonia-line1: Ἐβγῆκε καὶ πωλεῖται εἰς ὅλα τὰ βιβλιοπωλεῖα τὸ πολυτελὲς τεῦχος — [34, 658, 236, 679]
bank-reserve-row — [497, 637, 683, 647]
serial-title2: ΠΟΝΤΑΡΜΕ — [658, 1408, 892, 1448]
race-number: 4η — [294, 1302, 308, 1314]
theatres-heading: ΘΕΑΤΡΑ — [96, 266, 174, 282]
news-lower-c — [1298, 1238, 1594, 2176]
serial-title-box — [280, 1370, 1000, 1470]
lux-ad-time: 7—9 μ.μ. — [337, 406, 413, 425]
filler-text: Σταδίου, Πανεπιστημίου, Ἀκαδημίας, Ὁμονοίας, Σταυρός, Πειραιῶς, Ἀθηνᾶς, Πατησίων, Κυψέλη, Νεάπολις, Κολωνάκι, Παγκράτιον, Κουκάκι, Ψυρρῆ, Μεταξουργεῖον, Ἀμπελόκηποι. — [8, 538, 262, 583]
news-col-c-text-more: νὰ προστατεύσῃ τὴν δημοσίαν τάξιν καὶ δι' αὐτὸ ζητεῖ τὴν ἐπιβολὴν αὐστηρῶν ποινῶν. Τὴν μεσημβρίαν διακόπτεται ἡ συνεδρίασις διὰ νὰ ἐπαναληφθῇ τὴν ἀπόγευμα. — [1298, 645, 1594, 679]
mimoza-ad — [8, 744, 262, 1044]
theatres-text-more: ΟΛΥΜΠΙΑ — Ἑλλ. Μελόδραμα. ΚΟΤΟΠΟΥΛΗ — Θίασος. ΠΑΝΑΘΗΝΑΙΚΟΝ — «Τὸ Πρωτεύουσα». ΑΛΑΜΠΡΑ — Ἐπιθεώρησις. ΚΕΝΤΡΙΚΟΝ — Ἐπιθεώρησις. ΠΑΓΚΡΑΤΙΟΥ — «Οἱ αὐλόγυροι». ΑΛΣΟΣ ΒΟΤΑΝΙΚΟΥ — «Χορὸς Βιεννέζικος». — [8, 351, 262, 408]
agonia-translator: Κατὰ μετάφρασιν τοῦ κ. ΧΡ. ΕΜ. ΑΓΓΕΛΟΜΑΤΗ — [36, 720, 234, 730]
spa-text2: Συγκοινωνία καθημερινὴ ἐπιτελεῖται δι' αὐτοκινήτων τῆς Ἑταιρείας ἀπὸ τὸ Φάληρον. Πληροφορίαι καὶ ἐνοικιάσεις εἰς τὰ ἐν Βουλιαγμένῃ γραφεῖα καὶ ἐν Ἀθήναις εἰς τὰ γραφεῖα τῆς Ἑταιρείας. — [488, 164, 692, 220]
news-headline-3: ΜΑΚΡΑ ΑΝΑΣΚΕΥΗ ΤΟΥ ΚΑΤΗΓΟΡΗΤΗΡΙΟΥ — [847, 123, 1451, 151]
news-col-c — [1298, 168, 1594, 1208]
mimoza-music: ΜΟΥΣΙΚΗ — [46, 786, 62, 866]
bank-footer: ΤΑΜΙΕΥΤΗΡΙΟΝ μέχρι δρ. 30.000 — [507, 696, 673, 707]
night-text-more: Τὴν 9.50' ἐπαναλαμβανομένης τῆς συνεδριάσεως λαμβάνει τὸν λόγον ὁ κ. ΔΗΜΗΤΡ. ΜΠΑΜΠΑΚΟΣ (συνήγ. Μπασιάκου) ὅστις λέγει τὰ ἑξῆς: Ἐάν, κ. δικασταί, ὁ Μπασιάκος δὲν εἶχεν ἐνοχὴν, ἡ δίκη δὲν θὰ ἔφθανεν εἰς τοῦτο τὸ σημεῖον. Ὁ νόμος ἀπαιτεῖ ἀποδείξεις καὶ ὄχι ὑποψίας. Ἀλλὰ δὲν εἶναι ἀρκετὸν νὰ λεχθῇ ὅτι ἐνεχόμεθα. — [1298, 1466, 1594, 1534]
diakopi-text: Ἐπαναλαμβανομένης τῆς συνεδριάσεως ὁ λόγος δίδεται εἰς τὸν ἕτερον συνήγορον τοῦ Παπαδημητρίου κ. Σαλαμπάσην, ὅστις προσπαθεῖ νὰ ἀποδείξῃ τὴν ἀθῳότητα τοῦ πελάτου του. — [704, 995, 992, 1029]
race-number: 1η — [294, 1260, 308, 1272]
agonia-title: Η "ΑΓΩΝΙΑ" — [57, 680, 213, 709]
portrait-bampakos — [1298, 206, 1594, 626]
tsivoulis-text-extra: ἐκλήθη. Ἀλλ' ἔστι δίκης ὀφθαλμὸς δὲ τὰ πάντα ὁρᾷ. Ὁ κατηγορούμενος δὲν εἶχε κανένα λόγον νὰ ἀρνηθῇ τὴν ἀλήθειαν. Ἡ ὑπεράσπισις ἀποδεικνύει ὅτι αἱ καταθέσεις τῶν μαρτύρων εἶναι ἀντιφατικαί. — [1000, 402, 1290, 447]
divider — [8, 261, 262, 262]
lux-ad-logo: ΛΟΥΞ — [291, 233, 459, 285]
lux-ad-footer: Καθ' ἑκάστην Κυριακὴν μεγάλη ἀπογευματινὴ μὲ ἀλλαγὴν τοῦ προγράμματος. — [310, 434, 440, 464]
serial-continued: (Συνέχεια ἐκ τοῦ χθεσινοῦ) — [327, 1477, 468, 1488]
divider — [8, 75, 262, 76]
clinic-line2: ΘΕΡΑΠΕΥΤΗΡΙΑ Γυναικοπαθῶν ἐπὶ 10 ἡμερῶν. — [26, 1153, 244, 1164]
news-lead-text: Τὴν 9 καὶ 30' πρωϊνὴν ἐπαναλαμβάνονται αἱ συνεδριάσεις τοῦ Κακουργιοδικείου. Ὁ πρόεδρος δίδει τὸν λόγον εἰς τὸν συνήγορον τοῦ κατηγορουμένου Παπαδημητρίου κ. Σαλαμπάσην, ὅστις διὰ μακρῶν ἀναπτύσσει τὰς ἀπόψεις τῆς ὑπερασπίσεως. — [704, 168, 992, 213]
clinic-title: ΝΕΑ ΚΛΙΝΙΚΗ ΟΦΘΑΛΜΟΛΟΓΙΚΗ — [36, 1118, 234, 1132]
tsivoulis-text-more: Δίδεται μετὰ ταῦτα ὁ λόγος εἰς τὸν ὑπεράσπιστὴν τοῦ κατηγορουμένου Τσιβούλη. Πρῶτος ὁμιλεῖ ὁ κ. ΤΡΑΠΕΖΟΥΝΤΙΟΣ ὅστις ἐν ἀρχῇ τῆς ἀγορεύσεώς του ἐπιτίθεται κατὰ τῆς πολιτικῆς ἀγωγῆς ἡ ὁποία χάριν ἀντεκδικήσεως ἔρριψεν εἰς τὸ ἔγκλημα τὸν Τσιβούλην. — [1000, 341, 1290, 397]
portrait-caption-2: Ὁ ἐκ τῶν συνηγόρων τοῦ Μπασιάκου κ. Μπαμπάκος. — [1310, 627, 1582, 639]
clinic-notice — [488, 482, 692, 524]
mimoza-right2: ΑΠΟΔΥΣΙΣ — [166, 905, 238, 920]
gymnasium-line2: Δεχεται 3—4 μ.μ. — [99, 1085, 171, 1095]
column-2 — [274, 26, 476, 956]
clinic-ad — [8, 1112, 262, 1165]
top-strip-bar-right — [1140, 0, 1600, 8]
serial-title: ΕΓΚΛΗΜΑ — [388, 1403, 624, 1449]
news-col-b-text: ἐκλήθη. Ἀλλ' ἔστι δίκης ὀφθαλμὸς δὲ τὰ πάντα ὁρᾷ. Ὁ κατηγορούμενος δὲν εἶχε κανένα λόγον νὰ ἀρνηθῇ τὴν ἀλήθειαν. Ἡ ὑπεράσπισις ἀποδεικνύει ὅτι αἱ καταθέσεις τῶν μαρτύρων εἶναι ἀντιφατικαί. — [1000, 168, 1290, 213]
serial-text-1d: ἀνακριτοῦ ὁ ὁποῖος τοῦ ἐζήτησεν νὰ τοῦ τὸ γράψῃ τὸ ὄνομα. — Ὁ Ρακὸλ ἦλθε νὰ μὲ ἐνοχλήσῃ καὶ νὰ μοῦ εἴπῃ ὅτι ἡ ὑπόθεσις δὲν εἶναι τόσον ἁπλῆ. Καὶ ὁ Γκαλὲτ τοῦ ἀπήντησε: — Ὁ Φίλιππος δὲν ἦτο δυνατὸν νὰ τὸ πράξῃ. — [280, 1706, 515, 1762]
